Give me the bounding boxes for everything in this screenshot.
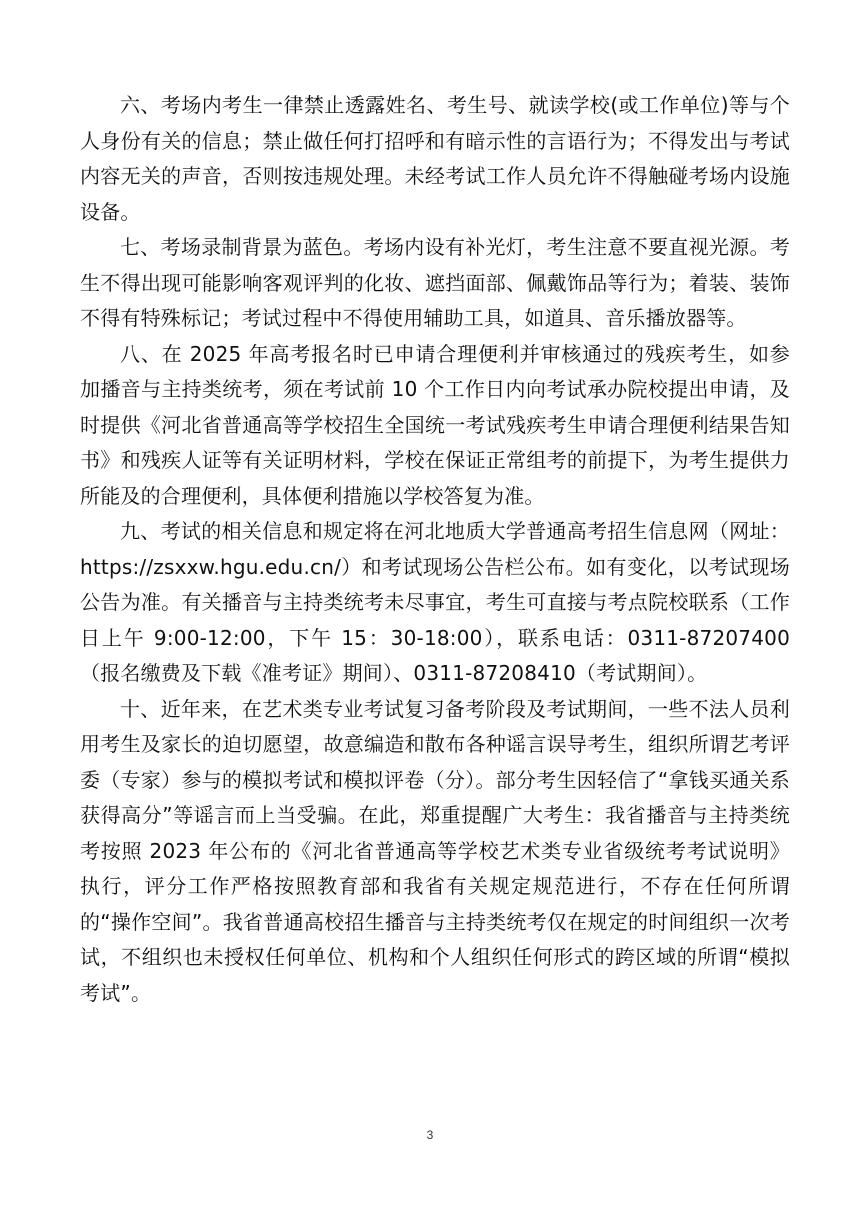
document-body: [80, 88, 790, 1011]
paragraph-9: 九、考试的相关信息和规定将在河北地质大学普通高考招生信息网（网址：https://zsxxw.hgu.edu.cn/）和考试现场公告栏公布。如有变化，以考试现场公告为准。有关播音与主持类统考未尽事宜，考生可直接与考点院校联系（工作日上午 9:00-12:00，下午 15：30-18:00），联系电话：0311-87207400（报名缴费及下载《准考证》期间）、0311-87208410（考试期间）。: [80, 519, 790, 685]
paragraph-8: 八、在 2025 年高考报名时已申请合理便利并审核通过的残疾考生，如参加播音与主持类统考，须在考试前 10 个工作日内向考试承办院校提出申请，及时提供《河北省普通高等学校招生全国统一考试残疾考生申请合理便利结果告知书》和残疾人证等有关证明材料，学校在保证正常组考的前提下，为考生提供力所能及的合理便利，具体便利措施以学校答复为准。: [80, 341, 790, 508]
paragraph-10: 十、近年来，在艺术类专业考试复习备考阶段及考试期间，一些不法人员利用考生及家长的迫切愿望，故意编造和散布各种谣言误导考生，组织所谓艺考评委（专家）参与的模拟考试和模拟评卷（分）。部分考生因轻信了“拿钱买通关系获得高分”等谣言而上当受骗。在此，郑重提醒广大考生：我省播音与主持类统考按照 2023 年公布的《河北省普通高等学校艺术类专业省级统考考试说明》执行，评分工作严格按照教育部和我省有关规定规范进行，不存在任何所谓的“操作空间”。我省普通高校招生播音与主持类统考仅在规定的时间组织一次考试，不组织也未授权任何单位、机构和个人组织任何形式的跨区域的所谓“模拟考试”。: [80, 696, 790, 1005]
page-number: 3: [426, 1128, 434, 1142]
paragraph-6: 六、考场内考生一律禁止透露姓名、考生号、就读学校(或工作单位)等与个人身份有关的信息；禁止做任何打招呼和有暗示性的言语行为；不得发出与考试内容无关的声音，否则按违规处理。未经考试工作人员允许不得触碰考场内设施设备。: [80, 93, 790, 224]
paragraph-7: 七、考场录制背景为蓝色。考场内设有补光灯，考生注意不要直视光源。考生不得出现可能影响客观评判的化妆、遮挡面部、佩戴饰品等行为；着装、装饰不得有特殊标记；考试过程中不得使用辅助工具，如道具、音乐播放器等。: [80, 235, 790, 330]
